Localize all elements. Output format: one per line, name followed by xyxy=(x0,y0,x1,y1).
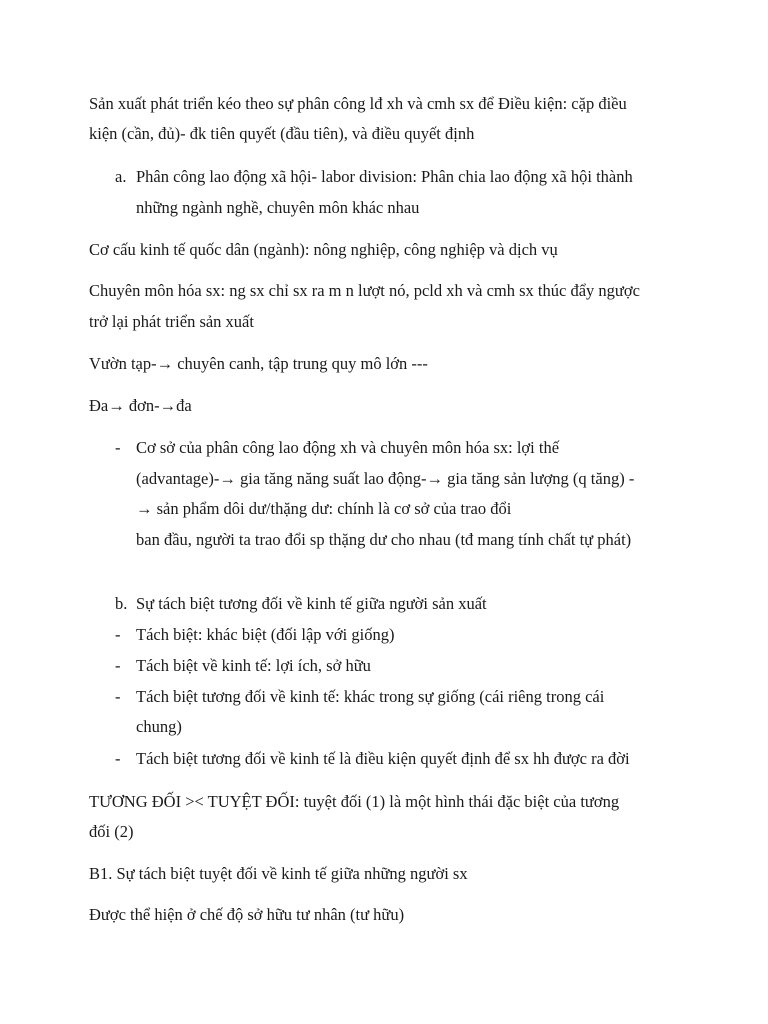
bullet-4-line-1: Tách biệt tương đối về kinh tế: khác trong sự giống (cái riêng trong cái xyxy=(136,687,605,706)
bullet-1-line-1: Cơ sở của phân công lao động xh và chuyên môn hóa sx: lợi thế xyxy=(136,438,560,457)
paragraph-7: B1. Sự tách biệt tuyệt đối về kinh tế giữa những người sx xyxy=(89,864,468,883)
bullet-marker-1: - xyxy=(115,438,121,457)
bullet-2: Tách biệt: khác biệt (đối lập với giống) xyxy=(136,625,395,644)
bullet-3: Tách biệt về kinh tế: lợi ích, sở hữu xyxy=(136,656,371,675)
paragraph-3-line-2: trở lại phát triển sản xuất xyxy=(89,312,254,331)
paragraph-6-line-2: đối (2) xyxy=(89,822,134,841)
bullet-1-line-4: ban đầu, người ta trao đổi sp thặng dư cho nhau (tđ mang tính chất tự phát) xyxy=(136,530,632,549)
bullet-marker-3: - xyxy=(115,656,121,675)
paragraph-3-line-1: Chuyên môn hóa sx: ng sx chỉ sx ra m n lượt nó, pcld xh và cmh sx thúc đẩy ngược xyxy=(89,281,640,300)
paragraph-8: Được thể hiện ở chế độ sở hữu tư nhân (tư hữu) xyxy=(89,905,405,924)
paragraph-5: Đa→ đơn-→đa xyxy=(89,396,192,415)
bullet-5: Tách biệt tương đối về kinh tế là điều kiện quyết định để sx hh được ra đời xyxy=(136,749,630,768)
paragraph-2: Cơ cấu kinh tế quốc dân (ngành): nông nghiệp, công nghiệp và dịch vụ xyxy=(89,240,558,259)
list-item-b: Sự tách biệt tương đối về kinh tế giữa người sản xuất xyxy=(136,594,487,613)
bullet-1-line-3: → sản phẩm dôi dư/thặng dư: chính là cơ sở của trao đổi xyxy=(136,499,512,518)
paragraph-4: Vườn tạp-→ chuyên canh, tập trung quy mô lớn --- xyxy=(89,354,428,373)
list-marker-a: a. xyxy=(115,167,127,186)
paragraph-6-line-1: TƯƠNG ĐỐI >< TUYỆT ĐỐI: tuyệt đối (1) là một hình thái đặc biệt của tương xyxy=(89,792,620,811)
bullet-marker-4: - xyxy=(115,687,121,706)
bullet-marker-2: - xyxy=(115,625,121,644)
list-item-a-line-1: Phân công lao động xã hội- labor division: Phân chia lao động xã hội thành xyxy=(136,167,633,186)
list-item-a-line-2: những ngành nghề, chuyên môn khác nhau xyxy=(136,198,420,217)
paragraph-1-line-1: Sản xuất phát triển kéo theo sự phân công lđ xh và cmh sx để Điều kiện: cặp điều xyxy=(89,94,627,113)
bullet-1-line-2: (advantage)-→ gia tăng năng suất lao động-→ gia tăng sản lượng (q tăng) - xyxy=(136,469,635,488)
bullet-4-line-2: chung) xyxy=(136,717,182,736)
list-marker-b: b. xyxy=(115,594,128,613)
paragraph-1-line-2: kiện (cần, đủ)- đk tiên quyết (đầu tiên), và điều quyết định xyxy=(89,124,475,143)
bullet-marker-5: - xyxy=(115,749,121,768)
